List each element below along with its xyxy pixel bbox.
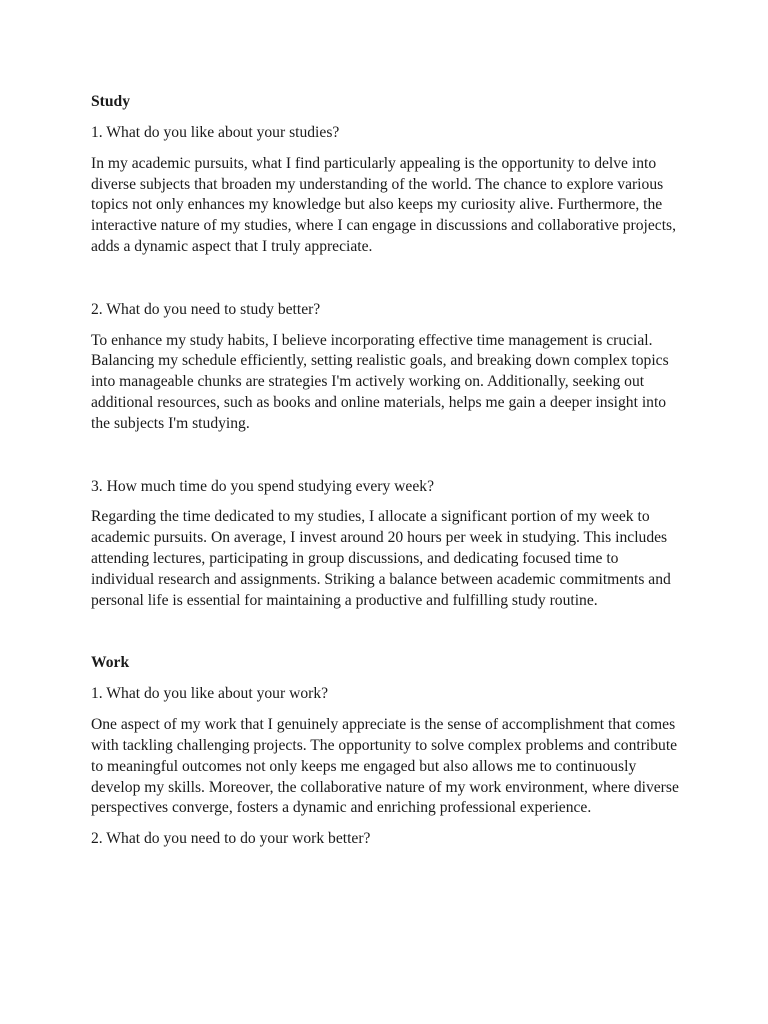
work-question-2: 2. What do you need to do your work better? [91,830,371,848]
work-question-1: 1. What do you like about your work? [91,685,329,703]
section-heading-work: Work [91,654,130,672]
study-answer-2: To enhance my study habits, I believe incorporating effective time management is crucial. Balancing my schedule efficiently, setting realistic goals, and breaking down complex topics into manageable chunks are strategies I'm actively working on. Additionally, seeking out additional resources, such as books and online materials, helps me gain a deeper insight into the subjects I'm studying. [91,331,669,432]
section-heading-study: Study [91,93,131,110]
study-question-3: 3. How much time do you spend studying every week? [91,477,434,495]
study-answer-1: In my academic pursuits, what I find particularly appealing is the opportunity to delve into diverse subjects that broaden my understanding of the world. The chance to explore various topics not only enhances my knowledge but also keeps my curiosity alive. Furthermore, the interactive nature of my studies, where I can engage in discussions and collaborative projects, adds a dynamic aspect that I truly appreciate. [91,154,677,255]
document-page [91,92,681,850]
study-question-1: 1. What do you like about your studies? [91,124,340,141]
work-answer-1: One aspect of my work that I genuinely appreciate is the sense of accomplishment that comes with tackling challenging projects. The opportunity to solve complex problems and contribute to meaningful outcomes not only keeps me engaged but also allows me to continuously develop my skills. Moreover, the collaborative nature of my work environment, where diverse perspectives converge, fosters a dynamic and enriching professional experience. [91,716,679,817]
study-question-2: 2. What do you need to study better? [91,300,321,318]
study-answer-3: Regarding the time dedicated to my studies, I allocate a significant portion of my week to academic pursuits. On average, I invest around 20 hours per week in studying. This includes attending lectures, participating in group discussions, and dedicating focused time to individual research and assignments. Striking a balance between academic commitments and personal life is essential for maintaining a productive and fulfilling study routine. [91,508,671,609]
